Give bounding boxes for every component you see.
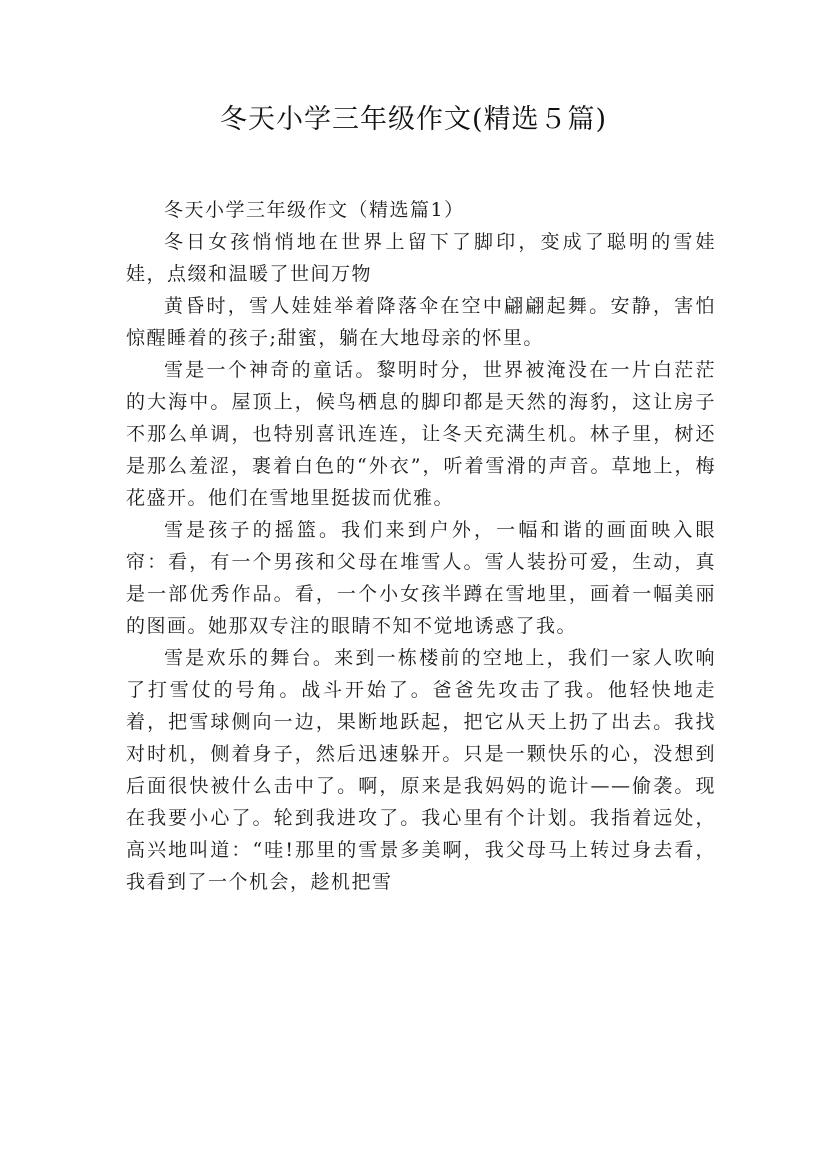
section-heading: 冬天小学三年级作文（精选篇1） xyxy=(164,199,465,221)
document-body xyxy=(126,194,716,898)
paragraph: 冬日女孩悄悄地在世界上留下了脚印，变成了聪明的雪娃娃，点缀和温暖了世间万物 xyxy=(126,231,716,285)
paragraph: 雪是孩子的摇篮。我们来到户外，一幅和谐的画面映入眼帘：看，有一个男孩和父母在堆雪人。雪人装扮可爱，生动，真是一部优秀作品。看，一个小女孩半蹲在雪地里，画着一幅美丽的图画。她那双专注的眼睛不知不觉地诱惑了我。 xyxy=(126,519,716,637)
paragraph: 雪是欢乐的舞台。来到一栋楼前的空地上，我们一家人吹响了打雪仗的号角。战斗开始了。爸爸先攻击了我。他轻快地走着，把雪球侧向一边，果断地跃起，把它从天上扔了出去。我找对时机，侧着身子，然后迅速躲开。只是一颗快乐的心，没想到后面很快被什么击中了。啊，原来是我妈妈的诡计——偷袭。现在我要小心了。轮到我进攻了。我心里有个计划。我指着远处，高兴地叫道：“哇!那里的雪景多美啊，我父母马上转过身去看，我看到了一个机会，趁机把雪 xyxy=(126,647,716,893)
paragraph: 黄昏时，雪人娃娃举着降落伞在空中翩翩起舞。安静，害怕惊醒睡着的孩子;甜蜜，躺在大地母亲的怀里。 xyxy=(126,295,716,349)
paragraph: 雪是一个神奇的童话。黎明时分，世界被淹没在一片白茫茫的大海中。屋顶上，候鸟栖息的脚印都是天然的海豹，这让房子不那么单调，也特别喜讯连连，让冬天充满生机。林子里，树还是那么羞涩，裹着白色的“外衣”，听着雪滑的声音。草地上，梅花盛开。他们在雪地里挺拔而优雅。 xyxy=(126,359,716,509)
document-title: 冬天小学三年级作文(精选５篇) xyxy=(219,104,608,135)
